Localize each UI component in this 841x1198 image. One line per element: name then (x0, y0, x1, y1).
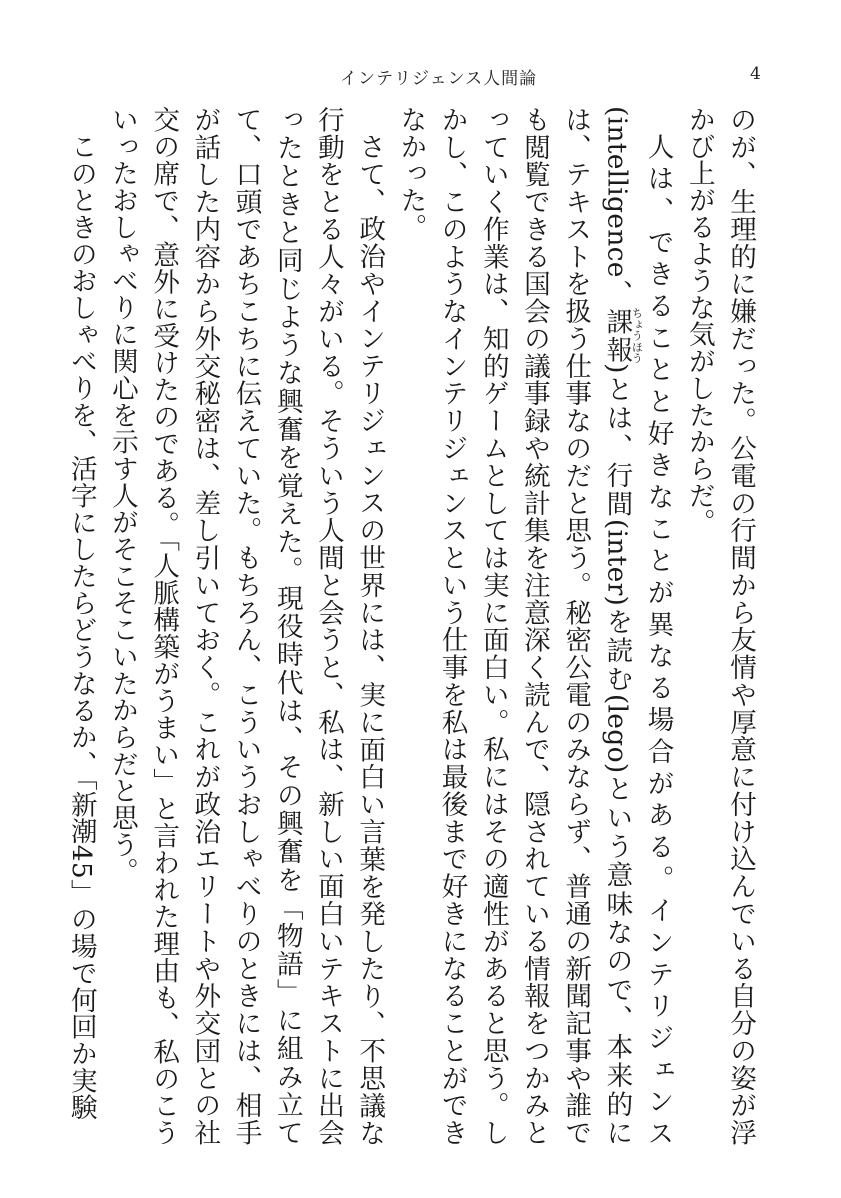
paragraph-2-text-a: 人は、できることと好きなことが異なる場合がある。インテリジェンス(intelligence、 (601, 106, 674, 1146)
ruby-choho (601, 307, 644, 364)
paragraph-2-text-b: )とは、行間(inter)を読む(lego)という意味なので、本来的には、テキストを扱う仕事なのだと思う。秘密公電のみならず、普通の新聞記事や誰でも閲覧できる国会の議事録や統計集を注意深く読んで、隠されている情報をつかみとっていく作業は、知的ゲームとしては実に面白い。私にはその適性があると思う。しかし、このようなインテリジェンスという仕事を私は最後まで好きになることができなかった。 (395, 106, 633, 1146)
ruby-reading: ちょうほう (630, 307, 644, 364)
paragraph-1-text: のが、生理的に嫌だった。公電の行間から友情や厚意に付け込んでいる自分の姿が浮かび上がるような気がしたからだ。 (683, 106, 756, 1146)
paragraph-3 (102, 106, 390, 1146)
ruby-base: 課報 (601, 307, 633, 364)
page-number: 4 (750, 64, 761, 84)
running-title: インテリジェンス人間論 (340, 69, 538, 89)
paragraph-1 (679, 106, 761, 1146)
running-head (0, 64, 841, 88)
paragraph-4 (61, 106, 102, 1146)
paragraph-3-text: さて、政治やインテリジェンスの世界には、実に面白い言葉を発したり、不思議な行動をとる人々がいる。そういう人間と会うと、私は、新しい面白いテキストに出会ったときと同じような興奮を覚えた。現役時代は、その興奮を「物語」に組み立てて、口頭であちこちに伝えていた。もちろん、こういうおしゃべりのときには、相手が話した内容から外交秘密は、差し引いておく。これが政治エリートや外交団との社交の席で、意外に受けたのである。「人脈構築がうまい」と言われた理由も、私のこういったおしゃべりに関心を示す人がそこそこいたからだと思う。 (106, 106, 386, 1146)
body-text (65, 106, 761, 1146)
paragraph-2 (390, 106, 678, 1146)
paragraph-4-text: このときのおしゃべりを、活字にしたらどうなるか、「新潮45」の場で何回か実験 (65, 132, 97, 1121)
